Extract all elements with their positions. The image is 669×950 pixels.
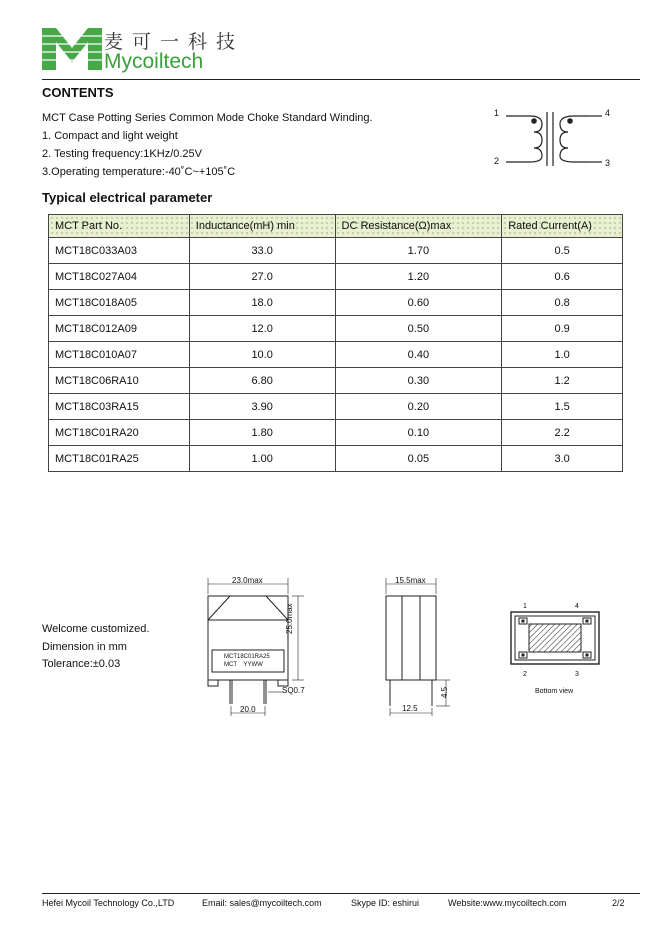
product-label-line2: MCT YYWW <box>224 662 263 668</box>
table-cell: 0.30 <box>335 368 502 394</box>
table-row <box>49 446 623 472</box>
note-customized: Welcome customized. <box>42 623 150 635</box>
table-cell: 0.9 <box>502 316 623 342</box>
table-body <box>49 238 623 472</box>
company-name-en: Mycoiltech <box>104 50 204 73</box>
table-row <box>49 342 623 368</box>
table-cell: MCT18C027A04 <box>49 264 190 290</box>
table-cell: 1.80 <box>189 420 335 446</box>
table-row <box>49 316 623 342</box>
footer-website[interactable]: Website:www.mycoiltech.com <box>448 898 567 908</box>
bottom-pin-label: 3 <box>575 671 579 678</box>
table-cell: 1.5 <box>502 394 623 420</box>
table-cell: 0.5 <box>502 238 623 264</box>
schematic-pin-label: 2 <box>494 156 500 166</box>
table-cell: 0.10 <box>335 420 502 446</box>
feature-item: 2. Testing frequency:1KHz/0.25V <box>42 148 203 160</box>
table-cell: 1.70 <box>335 238 502 264</box>
column-header: MCT Part No. <box>49 215 190 238</box>
table-cell: 1.20 <box>335 264 502 290</box>
table-cell: 0.8 <box>502 290 623 316</box>
column-header: DC Resistance(Ω)max <box>335 215 502 238</box>
contents-heading: CONTENTS <box>42 85 114 100</box>
table-cell: MCT18C010A07 <box>49 342 190 368</box>
table-cell: 0.50 <box>335 316 502 342</box>
winding-schematic <box>490 104 620 174</box>
table-cell: MCT18C033A03 <box>49 238 190 264</box>
feature-item: 1. Compact and light weight <box>42 130 178 142</box>
table-cell: 0.05 <box>335 446 502 472</box>
schematic-pin-label: 1 <box>494 108 500 118</box>
contents-description: MCT Case Potting Series Common Mode Choke Standard Winding. <box>42 112 373 124</box>
table-cell: 1.2 <box>502 368 623 394</box>
bottom-pin-label: 2 <box>523 671 527 678</box>
bottom-pin-label: 4 <box>575 603 579 610</box>
table-cell: 2.2 <box>502 420 623 446</box>
table-cell: MCT18C018A05 <box>49 290 190 316</box>
table-cell: 27.0 <box>189 264 335 290</box>
table-row <box>49 264 623 290</box>
table-header-row <box>49 215 623 238</box>
dimension-side-pitch: 12.5 <box>402 704 418 713</box>
column-header: Inductance(mH) min <box>189 215 335 238</box>
table-cell: 3.90 <box>189 394 335 420</box>
bottom-view-drawing <box>505 600 605 700</box>
dimension-front-width: 23.0max <box>232 576 263 585</box>
logo-mark-icon <box>42 22 102 72</box>
feature-item: 3.Operating temperature:-40˚C~+105˚C <box>42 166 236 178</box>
table-cell: 0.40 <box>335 342 502 368</box>
company-name-cn: 麦可一科技 <box>104 31 245 53</box>
table-row <box>49 394 623 420</box>
note-tolerance: Tolerance:±0.03 <box>42 658 121 670</box>
dimension-pin-pitch: 20.0 <box>240 705 256 714</box>
schematic-pin-label: 4 <box>605 108 611 118</box>
table-cell: MCT18C06RA10 <box>49 368 190 394</box>
header-divider <box>42 79 640 80</box>
note-dimension: Dimension in mm <box>42 641 127 653</box>
dimension-pin-length: 4.5 <box>440 686 449 698</box>
schematic-pin-label: 3 <box>605 158 611 168</box>
footer-company: Hefei Mycoil Technology Co.,LTD <box>42 898 175 908</box>
table-cell: 18.0 <box>189 290 335 316</box>
table-cell: 0.6 <box>502 264 623 290</box>
footer-skype: Skype ID: eshirui <box>351 898 420 908</box>
table-row <box>49 368 623 394</box>
electrical-parameter-table <box>48 214 623 472</box>
table-cell: MCT18C01RA25 <box>49 446 190 472</box>
product-label-line1: MCT18C01RA25 <box>224 654 270 660</box>
dimension-pin-size: SQ0.7 <box>282 686 305 695</box>
table-heading: Typical electrical parameter <box>42 190 213 205</box>
dimension-front-height: 25.0max <box>285 603 294 634</box>
table-cell: 0.60 <box>335 290 502 316</box>
table-cell: 10.0 <box>189 342 335 368</box>
page-number: 2/2 <box>612 898 625 908</box>
footer-divider <box>42 893 640 894</box>
footer-email[interactable]: Email: sales@mycoiltech.com <box>202 898 322 908</box>
table-cell: 1.0 <box>502 342 623 368</box>
table-row <box>49 290 623 316</box>
table-cell: 6.80 <box>189 368 335 394</box>
table-row <box>49 420 623 446</box>
table-row <box>49 238 623 264</box>
table-cell: MCT18C01RA20 <box>49 420 190 446</box>
bottom-view-caption: Bottom view <box>535 688 574 695</box>
table-cell: MCT18C03RA15 <box>49 394 190 420</box>
table-cell: MCT18C012A09 <box>49 316 190 342</box>
table-cell: 12.0 <box>189 316 335 342</box>
dimension-side-width: 15.5max <box>395 576 426 585</box>
table-cell: 33.0 <box>189 238 335 264</box>
table-cell: 3.0 <box>502 446 623 472</box>
column-header: Rated Current(A) <box>502 215 623 238</box>
table-cell: 1.00 <box>189 446 335 472</box>
table-cell: 0.20 <box>335 394 502 420</box>
front-view-drawing <box>200 570 312 720</box>
company-logo <box>42 22 102 72</box>
side-view-drawing <box>380 570 460 720</box>
bottom-pin-label: 1 <box>523 603 527 610</box>
